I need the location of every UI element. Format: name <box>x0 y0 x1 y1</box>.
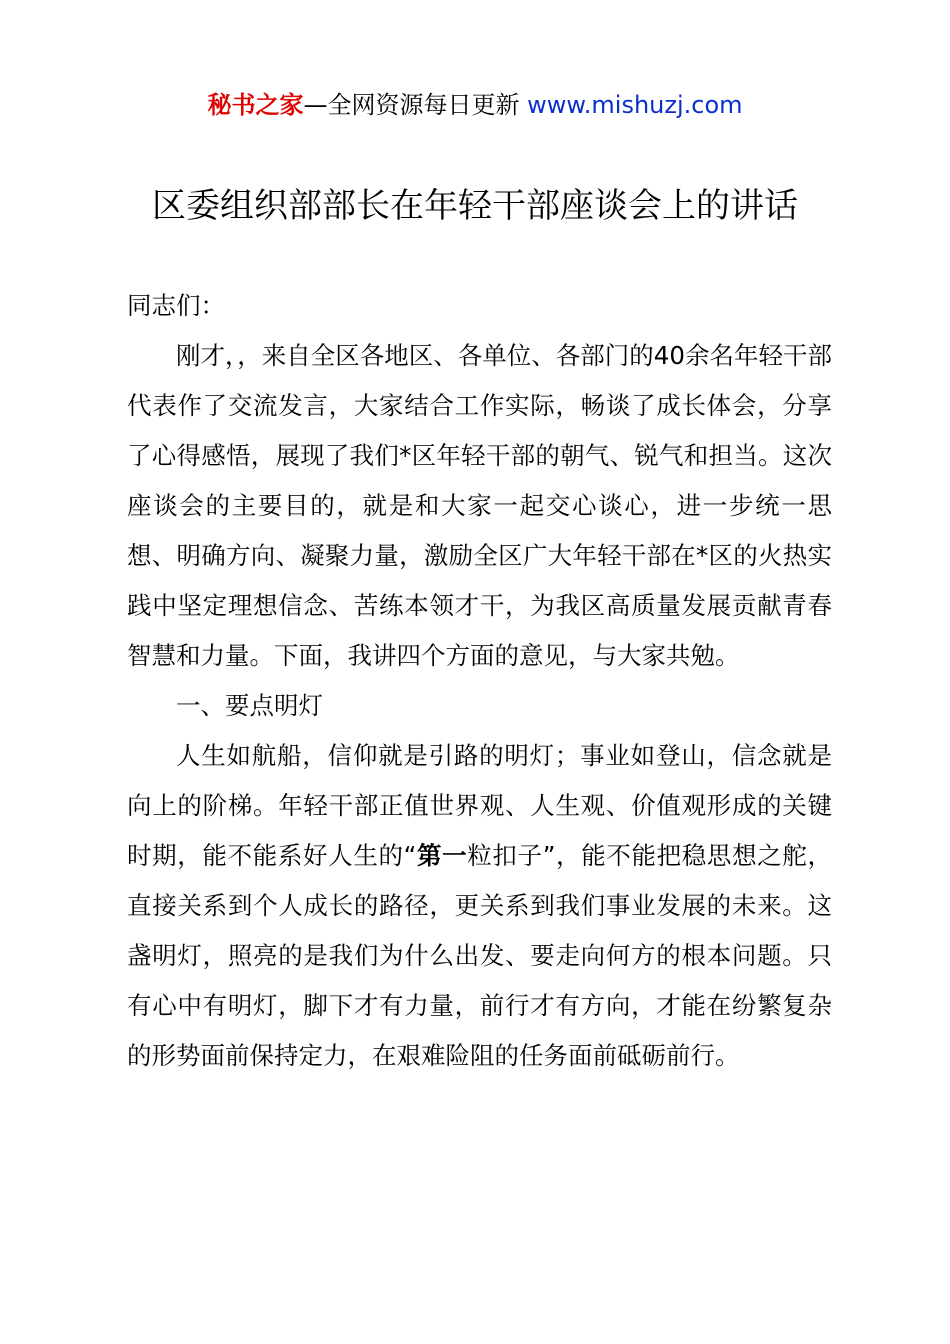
paragraph-section-1 <box>127 731 832 1081</box>
paragraph-section-1-part2: 粒扣子”，能不能把稳思想之舵，直接关系到个人成长的路径，更关系到我们事业发展的未来。这盏明灯，照亮的是我们为什么出发、要走向何方的根本问题。只有心中有明灯，脚下才有力量，前行才有方向，才能在纷繁复杂的形势面前保持定力，在艰难险阻的任务面前砥砺前行。 <box>127 841 833 1070</box>
section-heading-1: 一、要点明灯 <box>176 691 323 720</box>
site-url-link[interactable]: www.mishuzj.com <box>527 91 743 119</box>
site-tagline: —全网资源每日更新 <box>303 91 528 119</box>
paragraph-section-1-bold: 第一 <box>416 841 468 870</box>
document-body <box>127 281 832 1081</box>
paragraph-section-1-part1: 人生如航船，信仰就是引路的明灯；事业如登山，信念就是向上的阶梯。年轻干部正值世界观、人生观、价值观形成的关键时期，能不能系好人生的“ <box>127 741 832 870</box>
salutation: 同志们： <box>127 291 225 320</box>
site-brand: 秘书之家 <box>207 91 304 119</box>
site-header <box>0 88 950 122</box>
paragraph-intro: 刚才，，来自全区各地区、各单位、各部门的40余名年轻干部代表作了交流发言，大家结合工作实际，畅谈了成长体会，分享了心得感悟，展现了我们*区年轻干部的朝气、锐气和担当。这次座谈会的主要目的，就是和大家一起交心谈心，进一步统一思想、明确方向、凝聚力量，激励全区广大年轻干部在*区的火热实践中坚定理想信念、苦练本领才干，为我区高质量发展贡献青春智慧和力量。下面，我讲四个方面的意见，与大家共勉。 <box>127 341 832 670</box>
document-title: 区委组织部部长在年轻干部座谈会上的讲话 <box>152 186 798 226</box>
